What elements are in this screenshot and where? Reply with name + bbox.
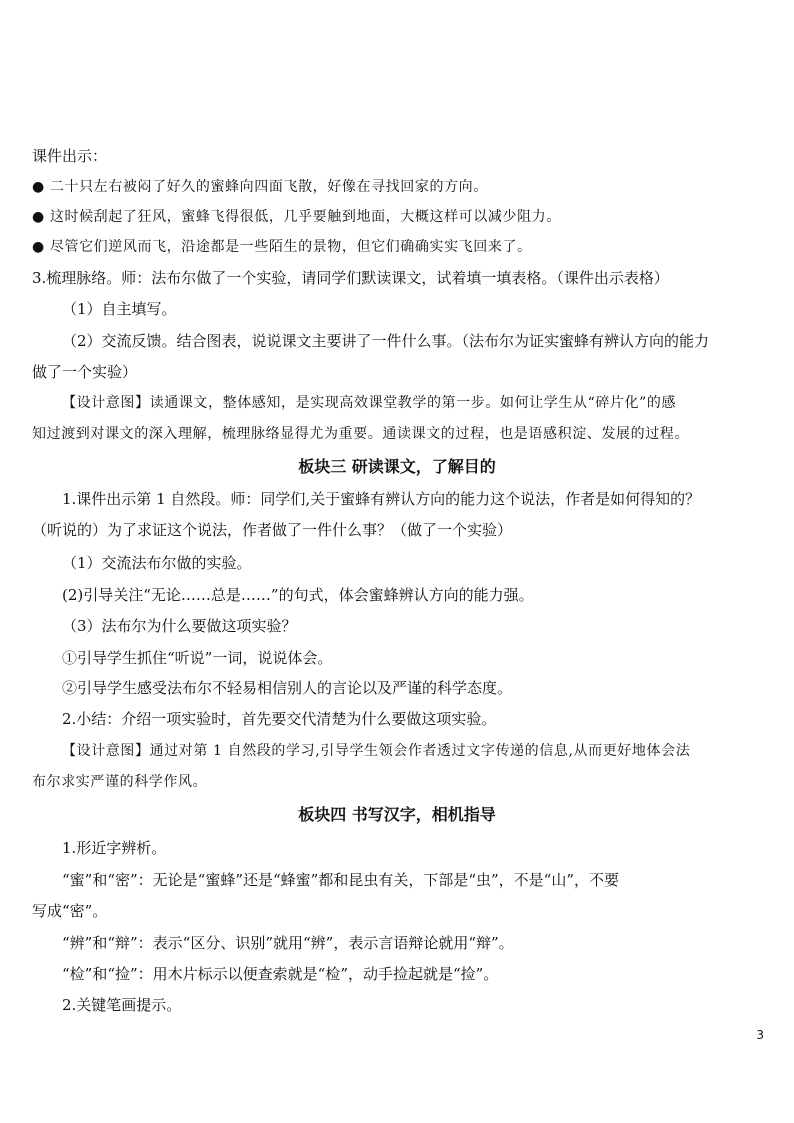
- paragraph-text: “检”和“捡”：用木片标示以便查索就是“检”，动手捡起就是“捡”。: [62, 965, 499, 983]
- paragraph-text: “蜜”和“密”：无论是“蜜蜂”还是“蜂蜜”都和昆虫有关，下部是“虫”，不是“山”，不要: [62, 871, 620, 889]
- sub-item-text: （2）交流反馈。结合图表，说说课文主要讲了一件什么事。（法布尔为证实蜜蜂有辨认方向的能力: [62, 332, 710, 350]
- paragraph-text-cont: 写成“密”。: [32, 902, 108, 920]
- design-intent: 【设计意图】通过对第 1 自然段的学习,引导学生领会作者透过文字传递的信息,从而更好地体会法: [62, 743, 691, 759]
- item-3-text: 3.梳理脉络。师：法布尔做了一个实验，请同学们默读课文，试着填一填表格。（课件出示表格）: [32, 269, 669, 287]
- bullet-item: ● 二十只左右被闷了好久的蜜蜂向四面飞散，好像在寻找回家的方向。: [32, 179, 488, 195]
- courseware-label: 课件出示：: [32, 147, 108, 165]
- sub-item-text: （1）自主填写。: [62, 300, 177, 318]
- sub-item-text: （1）交流法布尔做的实验。: [62, 554, 252, 572]
- paragraph-text: 1.形近字辨析。: [62, 839, 167, 857]
- paragraph-text: “辨”和“辩”：表示“区分、识别”就用“辨”，表示言语辩论就用“辩”。: [62, 934, 514, 952]
- design-intent: 【设计意图】读通课文，整体感知，是实现高效课堂教学的第一步。如何让学生从“碎片化”的感: [62, 395, 677, 411]
- section-heading: 板块三 研读课文，了解目的: [298, 457, 496, 476]
- sub-item-text: （3）法布尔为什么要做这项实验？: [62, 617, 297, 635]
- sub-item-text-cont: 做了一个实验）: [32, 363, 138, 381]
- sub-item-text: ②引导学生感受法布尔不轻易相信别人的言论以及严谨的科学态度。: [62, 679, 513, 697]
- design-intent-cont: 布尔求实严谨的科学作风。: [32, 774, 208, 790]
- sub-item-text: ①引导学生抓住“听说”一词，说说体会。: [62, 649, 333, 667]
- design-intent-cont: 知过渡到对课文的深入理解，梳理脉络显得尤为重要。通读课文的过程，也是语感积淀、发展的过程。: [32, 426, 689, 442]
- paragraph-text: 2.小结：介绍一项实验时，首先要交代清楚为什么要做这项实验。: [62, 710, 497, 728]
- paragraph-text: 1.课件出示第 1 自然段。师：同学们,关于蜜蜂有辨认方向的能力这个说法，作者是如何得知的？: [62, 490, 701, 508]
- sub-item-text: (2)引导关注“无论……总是……”的句式，体会蜜蜂辨认方向的能力强。: [62, 586, 534, 604]
- section-heading: 板块四 书写汉字，相机指导: [298, 805, 496, 824]
- bullet-item: ● 尽管它们逆风而飞，沿途都是一些陌生的景物，但它们确确实实飞回来了。: [32, 239, 532, 255]
- page-number: 3: [756, 1028, 764, 1042]
- paragraph-text-cont: （听说的）为了求证这个说法，作者做了一件什么事？（做了一个实验）: [32, 521, 513, 539]
- bullet-item: ● 这时候刮起了狂风，蜜蜂飞得很低，几乎要触到地面，大概这样可以减少阻力。: [32, 209, 561, 225]
- paragraph-text: 2.关键笔画提示。: [62, 996, 182, 1014]
